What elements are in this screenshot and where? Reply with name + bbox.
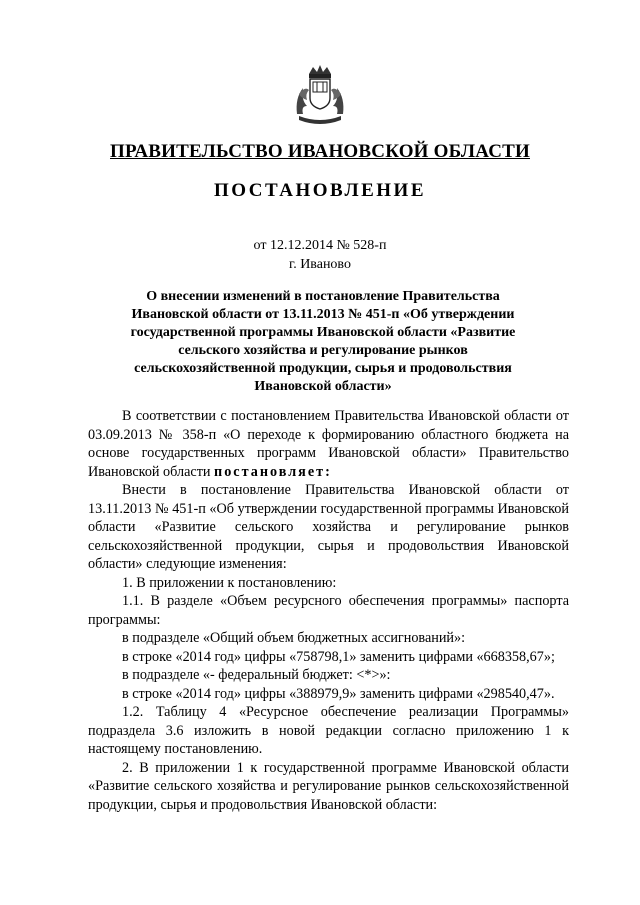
document-date-number: от 12.12.2014 № 528-п: [253, 238, 387, 253]
document-city: г. Иваново: [289, 257, 351, 272]
body-paragraph: 2. В приложении 1 к государственной программе Ивановской области «Развитие сельского хозяйства и регулирование рынков сельскохозяйственной продукции, сырья и продовольствия Ивановской области:: [88, 759, 569, 813]
document-subject: О внесении изменений в постановление Правительства Ивановской области от 13.11.2013 № 451-п «Об утверждении государственной программы Ивановской области «Развитие сельского хозяйства и регулирование рынков сельскохозяйственной продукции, сырья и продовольствия Ивановской области»: [130, 289, 516, 394]
paragraph-text: В соответствии с постановлением Правительства Ивановской области от 03.09.2013 № 358-п «О переходе к формированию областного бюджета на основе государственных программ Ивановской области» Правительство Ивановской области: [88, 408, 569, 480]
body-paragraph: 1. В приложении к постановлению:: [122, 574, 337, 591]
body-paragraph: [88, 407, 569, 481]
body-paragraph: Внести в постановление Правительства Ивановской области от 13.11.2013 № 451-п «Об утверждении государственной программы Ивановской области «Развитие сельского хозяйства и регулирование рынков сельскохозяйственной продукции, сырья и продовольствия Ивановской области» следующие изменения:: [88, 482, 569, 572]
body-paragraph: в подразделе «Общий объем бюджетных ассигнований»:: [122, 630, 466, 646]
body-paragraph: в подразделе «- федеральный бюджет: <*>»:: [122, 667, 391, 683]
document-type: ПОСТАНОВЛЕНИЕ: [213, 180, 427, 201]
body-paragraph: 1.1. В разделе «Объем ресурсного обеспечения программы» паспорта программы:: [88, 593, 569, 628]
government-title: ПРАВИТЕЛЬСТВО ИВАНОВСКОЙ ОБЛАСТИ: [110, 141, 530, 162]
coat-of-arms-emblem: [291, 64, 349, 128]
document-meta: [0, 236, 640, 274]
resolution-keyword: постановляет:: [214, 463, 332, 480]
body-paragraph: в строке «2014 год» цифры «758798,1» заменить цифрами «668358,67»;: [122, 648, 555, 665]
body-paragraph: 1.2. Таблицу 4 «Ресурсное обеспечение реализации Программы» подраздела 3.6 изложить в новой редакции согласно приложению 1 к настоящему постановлению.: [88, 704, 569, 757]
body-paragraph: в строке «2014 год» цифры «388979,9» заменить цифрами «298540,47».: [122, 685, 555, 702]
document-body: [88, 407, 569, 814]
